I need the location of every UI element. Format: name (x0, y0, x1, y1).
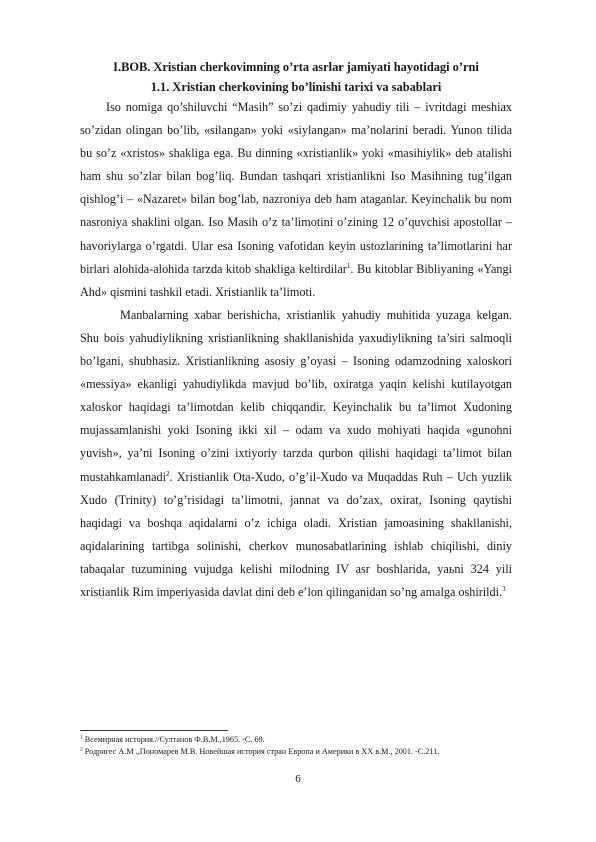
section-title: 1.1. Xristian cherkovining bo’linishi tarixi va sabablari (150, 80, 442, 94)
footnote-item (80, 746, 520, 758)
footnote-number: 1 (80, 734, 83, 741)
footnote-item (80, 734, 520, 746)
footnote-text: Родригес А.М .,Пономарев М.В. Новейшая история стран Европа и Америки в ХХ в.М., 2001. -С.211. (84, 747, 440, 756)
paragraph-2 (80, 304, 512, 604)
paragraph-2-text-a: Manbalarning xabar berishicha, xristianlik yahudiy muhitida yuzaga kelgan. Shu bois yahudiylikning xristianlikning shakllanishida yaxudiylikning ta’siri salmoqli bo’lgani, shubhasiz. Xristianlikning asosiy g’oyasi – Isoning odamzodning xaloskori «messiya» ekanligi yahudiylikda mavjud bo’lib, oxiratga yaqin kelishi kutilayotgan xaloskor haqidagi ta’limotdan kelib chiqqandir. Keyinchalik bu ta’limot Xudoning mujassamlanishi yoki Isoning ikki xil – odam va xudo mohiyati haqida «gunohni yuvish», ya’ni Isoning o’zini ixtiyoriy tarzda qurbon qilishi haqidagi ta’limot bilan mustahkamlanadi (80, 307, 512, 484)
paragraph-1-text-a: Iso nomiga qo’shiluvchi “Masih” so’zi qadimiy yahudiy tili – ivritdagi meshiax so’zidan olingan bo’lib, «silangan» yoki «siylangan» ma’nolarini beradi. Yunon tilida bu so’z «xristos» shakliga ega. Bu dinning «xristianlik» yoki «masihiylik» deb atalishi ham shu so’zlar bilan bog’liq. Bundan tashqari xristianlikni Iso Masihning tug’ilgan qishlog’i – «Nazaret» bilan bog’lab, nazroniya deb ham ataganlar. Keyinchalik bu nom nasroniya shaklini olgan. Iso Masih o’z ta’limotini o’zining 12 o’quvchisi apostollar – havoriylarga o’rgatdi. Ular esa Isoning vafotidan keyin ustozlarining ta’limotlarini har birlari alohida-alohida tarzda kitob shakliga keltirdilar (80, 100, 512, 276)
footnote-ref-1[interactable]: 1 (346, 261, 351, 270)
footnote-text: Всемирная история.//Султанов Ф.В.М.,1965. -С. 69. (84, 735, 265, 744)
chapter-title: I.BOB. Xristian cherkovimning o’rta asrlar jamiyati hayotidagi o’rni (113, 60, 479, 74)
footnote-divider (80, 730, 228, 731)
footnote-number: 2 (80, 746, 83, 753)
paragraph-1 (80, 96, 512, 304)
footnote-ref-2[interactable]: 2 (165, 469, 170, 478)
paragraph-1-text-b: . Bu kitoblar Bibliyaning «Yangi Ahd» qismini tashkil etadi. Xristianlik ta’limoti. (80, 261, 512, 299)
footnote-ref-3[interactable]: 3 (502, 584, 506, 593)
page-number: 6 (295, 773, 301, 785)
paragraph-2-text-b: . Xristianlik Ota-Xudo, o’g’il-Xudo va Muqaddas Ruh – Uch yuzlik Xudo (Trinity) to’g’risidagi ta’limotni, jannat va do’zax, oxirat, Isoning qaytishi haqidagi va boshqa aqidalarni o’z ichiga oladi. Xristian jamoasining shakllanishi, aqidalarining tartibga solinishi, cherkov munosabatlarining ishlab chiqilishi, diniy tabaqalar tuzumining vujudga kelishi milodning IV asr boshlarida, yaьni 324 yili xristianlik Rim imperiyasida davlat dini deb e’lon qilinganidan so’ng amalga oshirildi. (80, 469, 512, 599)
page-body (80, 58, 512, 604)
footnotes (80, 734, 520, 758)
